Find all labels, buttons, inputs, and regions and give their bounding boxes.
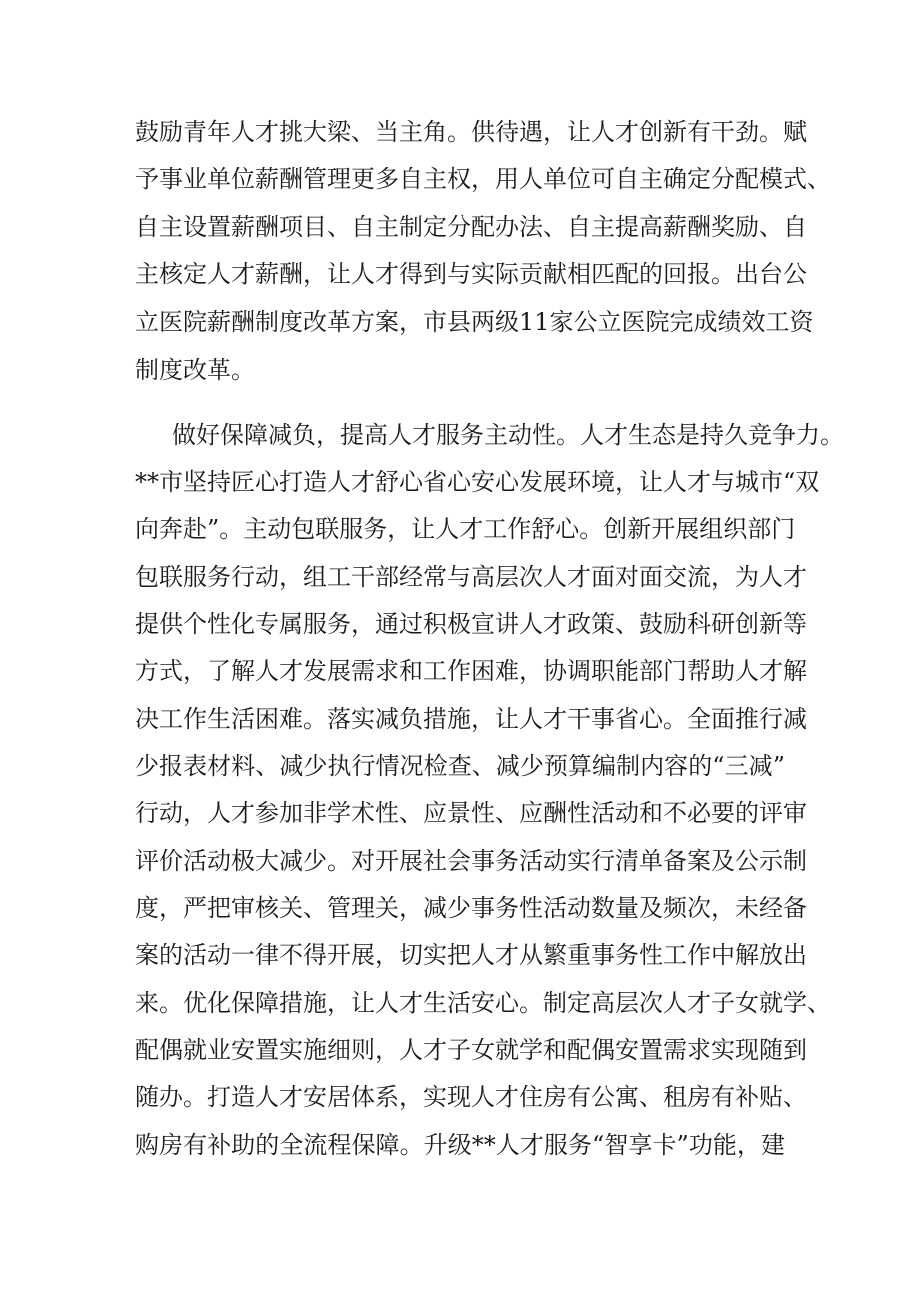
text-line: 少报表材料、减少执行情况检查、减少预算编制内容的“三减”: [135, 752, 785, 780]
text-line: 行动，人才参加非学术性、应景性、应酬性活动和不必要的评审: [135, 799, 807, 827]
text-line: 购房有补助的全流程保障。升级**人才服务“智享卡”功能，建: [135, 1131, 785, 1159]
text-line: 案的活动一律不得开展，切实把人才从繁重事务性工作中解放出: [135, 941, 807, 969]
text-line: 度，严把审核关、管理关，减少事务性活动数量及频次，未经备: [135, 894, 807, 922]
text-line: **市坚持匠心打造人才舒心省心安心发展环境，让人才与城市“双: [135, 468, 820, 496]
text-line: 予事业单位薪酬管理更多自主权，用人单位可自主确定分配模式、: [135, 165, 831, 193]
text-line: 包联服务行动，组工干部经常与高层次人才面对面交流，为人才: [135, 563, 807, 591]
text-line: 立医院薪酬制度改革方案，市县两级11家公立医院完成绩效工资: [135, 308, 814, 336]
text-line: 制度改革。: [135, 356, 255, 384]
text-line: 主核定人才薪酬，让人才得到与实际贡献相匹配的回报。出台公: [135, 260, 807, 288]
text-line: 评价活动极大减少。对开展社会事务活动实行清单备案及公示制: [135, 847, 807, 875]
text-line: 自主设置薪酬项目、自主制定分配办法、自主提高薪酬奖励、自: [135, 213, 807, 241]
text-line: 方式，了解人才发展需求和工作困难，协调职能部门帮助人才解: [135, 657, 807, 685]
text-line: 向奔赴”。主动包联服务，让人才工作舒心。创新开展组织部门: [135, 515, 796, 543]
text-line: 决工作生活困难。落实减负措施，让人才干事省心。全面推行减: [135, 705, 807, 733]
text-line: 提供个性化专属服务，通过积极宣讲人才政策、鼓励科研创新等: [135, 610, 807, 638]
text-line: 鼓励青年人才挑大梁、当主角。供待遇，让人才创新有干劲。赋: [135, 118, 807, 146]
text-line: 做好保障减负，提高人才服务主动性。人才生态是持久竞争力。: [172, 421, 844, 449]
text-line: 随办。打造人才安居体系，实现人才住房有公寓、租房有补贴、: [135, 1083, 807, 1111]
text-line: 来。优化保障措施，让人才生活安心。制定高层次人才子女就学、: [135, 989, 831, 1017]
text-line: 配偶就业安置实施细则，人才子女就学和配偶安置需求实现随到: [135, 1036, 807, 1064]
